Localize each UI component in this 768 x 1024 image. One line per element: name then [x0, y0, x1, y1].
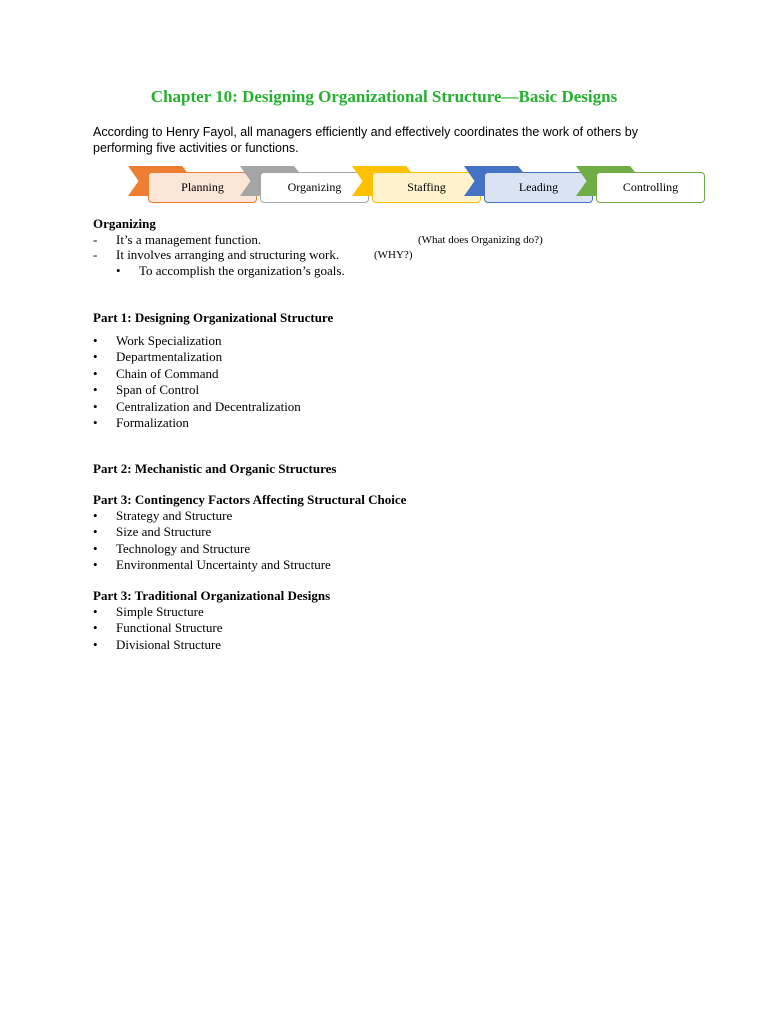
list-item: • Size and Structure [93, 524, 331, 540]
organizing-point-1: It’s a management function. [116, 232, 262, 247]
part1-list [93, 333, 301, 431]
process-box-staffing: Staffing [372, 172, 481, 203]
process-box-controlling: Controlling [596, 172, 705, 203]
list-item: • Simple Structure [93, 604, 223, 620]
list-item: • Chain of Command [93, 366, 301, 382]
part3-traditional-list [93, 604, 223, 653]
management-functions-diagram [128, 164, 688, 208]
list-item: • Strategy and Structure [93, 508, 331, 524]
organizing-note-2: (WHY?) [374, 249, 413, 261]
list-item: • Technology and Structure [93, 541, 331, 557]
process-box-organizing: Organizing [260, 172, 369, 203]
part3-traditional-heading: Part 3: Traditional Organizational Designs [93, 588, 331, 603]
process-box-planning: Planning [148, 172, 257, 203]
part2-heading: Part 2: Mechanistic and Organic Structures [93, 461, 337, 476]
organizing-heading: Organizing [93, 216, 156, 231]
list-item: • Centralization and Decentralization [93, 399, 301, 415]
organizing-note-1: (What does Organizing do?) [418, 234, 543, 246]
list-item: • Functional Structure [93, 620, 223, 636]
part1-heading: Part 1: Designing Organizational Structure [93, 310, 334, 325]
dash-marker: - [93, 247, 98, 262]
part3-contingency-heading: Part 3: Contingency Factors Affecting Structural Choice [93, 492, 407, 507]
organizing-point-2: It involves arranging and structuring work. [116, 247, 340, 262]
list-item: • Departmentalization [93, 349, 301, 365]
organizing-subpoint-1: To accomplish the organization’s goals. [139, 263, 345, 278]
intro-paragraph: According to Henry Fayol, all managers efficiently and effectively coordinates the work of others by performing five activities or functions. [93, 125, 638, 155]
list-item: • Formalization [93, 415, 301, 431]
bullet-marker: • [116, 263, 121, 278]
list-item: • Work Specialization [93, 333, 301, 349]
dash-marker: - [93, 232, 98, 247]
list-item: • Environmental Uncertainty and Structure [93, 557, 331, 573]
part3-contingency-list [93, 508, 331, 574]
list-item: • Divisional Structure [93, 637, 223, 653]
process-box-leading: Leading [484, 172, 593, 203]
list-item: • Span of Control [93, 382, 301, 398]
page-title: Chapter 10: Designing Organizational Structure—Basic Designs [150, 87, 618, 106]
